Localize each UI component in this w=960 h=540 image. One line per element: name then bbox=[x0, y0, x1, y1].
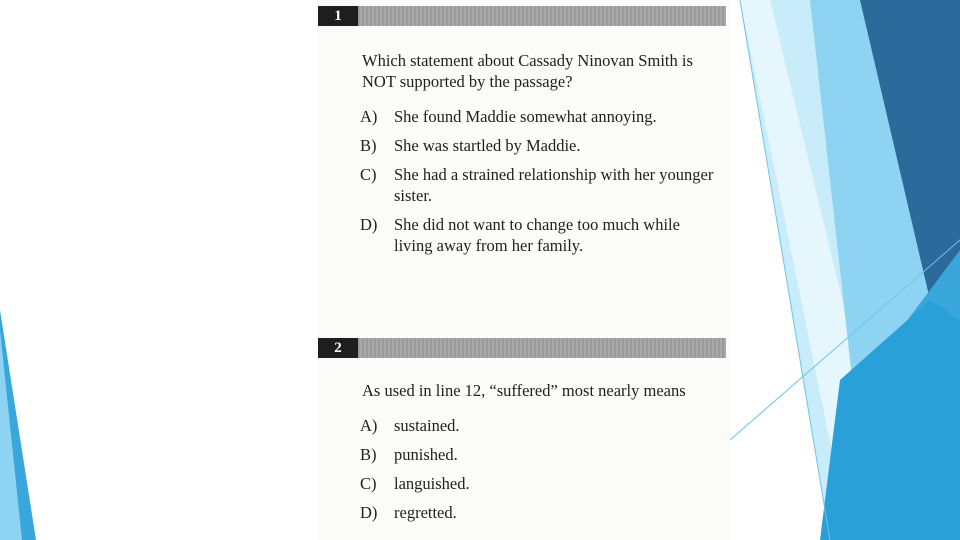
option-text: She did not want to change too much while living away from her family. bbox=[394, 215, 680, 255]
question-1-stem: Which statement about Cassady Ninovan Smith is NOT supported by the passage? bbox=[362, 51, 693, 91]
option-letter: C) bbox=[360, 165, 377, 184]
right-accent-decoration bbox=[700, 0, 960, 540]
question-1-header-bar bbox=[318, 6, 726, 26]
option-letter: D) bbox=[360, 215, 378, 234]
option-letter: A) bbox=[360, 416, 378, 435]
option-text: regretted. bbox=[394, 503, 457, 522]
option-letter: B) bbox=[360, 136, 377, 155]
scanned-worksheet bbox=[318, 0, 730, 540]
option-text: sustained. bbox=[394, 416, 460, 435]
option-letter: A) bbox=[360, 107, 378, 126]
question-2-number: 2 bbox=[318, 338, 358, 358]
question-1-number: 1 bbox=[318, 6, 358, 26]
option-letter: C) bbox=[360, 474, 377, 493]
option-text: punished. bbox=[394, 445, 458, 464]
option-letter: B) bbox=[360, 445, 377, 464]
question-2-header-bar bbox=[318, 338, 726, 358]
option-text: She was startled by Maddie. bbox=[394, 136, 581, 155]
option-text: She found Maddie somewhat annoying. bbox=[394, 107, 657, 126]
option-text: languished. bbox=[394, 474, 470, 493]
question-2-stem: As used in line 12, “suffered” most nearly means bbox=[362, 381, 686, 400]
left-accent-decoration bbox=[0, 0, 60, 540]
option-letter: D) bbox=[360, 503, 378, 522]
option-text: She had a strained relationship with her younger sister. bbox=[394, 165, 714, 205]
